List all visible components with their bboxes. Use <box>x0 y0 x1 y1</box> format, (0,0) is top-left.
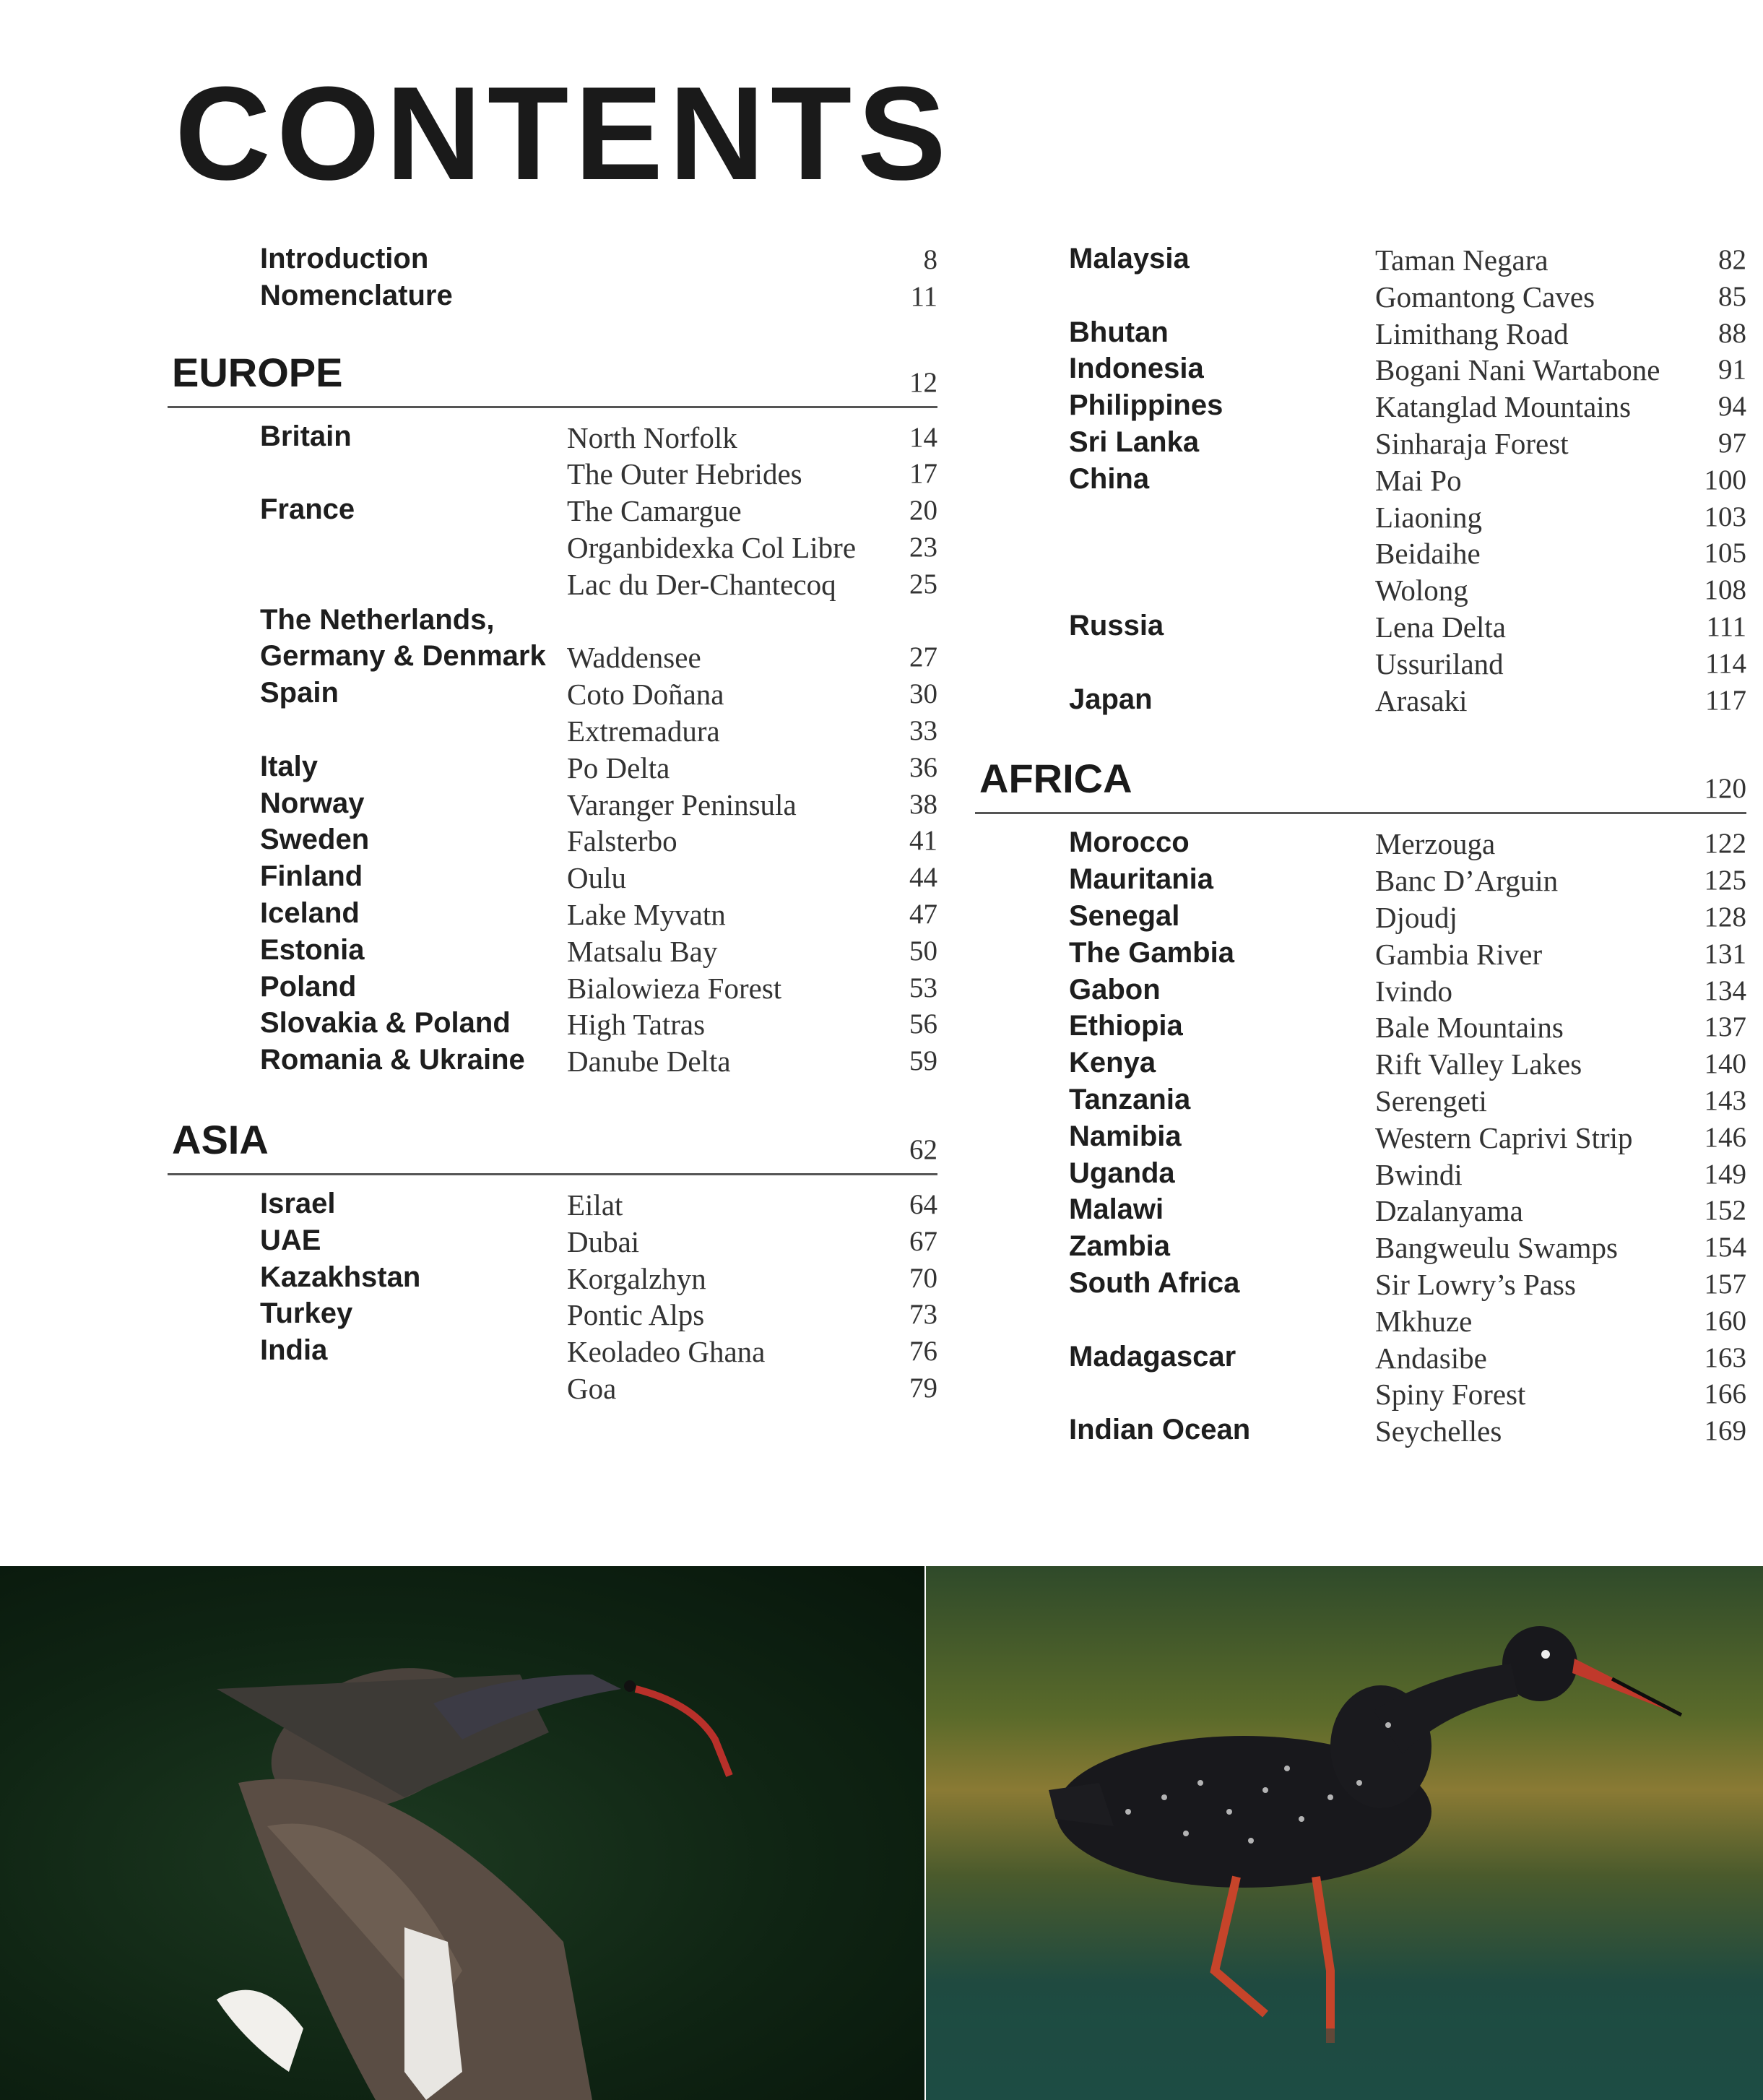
toc-entry-spiny-forest[interactable] <box>975 1377 1746 1414</box>
toc-entry-serengeti[interactable] <box>975 1084 1746 1120</box>
toc-entry-western-caprivi-strip[interactable] <box>975 1120 1746 1157</box>
site-name: Lena Delta <box>1375 610 1506 644</box>
page-number: 85 <box>1718 280 1746 312</box>
page-number: 149 <box>1704 1158 1746 1190</box>
page-number: 44 <box>909 862 937 894</box>
page-number: 169 <box>1704 1415 1746 1447</box>
country-name: Finland <box>260 860 363 893</box>
front-matter-row[interactable] <box>168 243 937 280</box>
toc-entry-north-norfolk[interactable] <box>168 420 937 457</box>
page-number: 47 <box>909 898 937 930</box>
toc-entry-lac-du-der-chantecoq[interactable] <box>168 567 937 604</box>
contents-column-left <box>168 243 962 1408</box>
toc-entry-danube-delta[interactable] <box>168 1044 937 1081</box>
site-name: North Norfolk <box>567 420 737 454</box>
section-name: ASIA <box>172 1116 269 1162</box>
country-name: Sweden <box>260 824 370 856</box>
country-name: Japan <box>1069 683 1153 715</box>
site-name: The Camargue <box>567 494 742 528</box>
site-name: Western Caprivi Strip <box>1375 1120 1633 1154</box>
country-name: Namibia <box>1069 1120 1182 1152</box>
page-number: 117 <box>1704 684 1746 716</box>
country-name: The Gambia <box>1069 936 1234 969</box>
toc-entry-dzalanyama[interactable] <box>975 1193 1746 1230</box>
entry-page: 8 <box>923 244 937 275</box>
toc-entry-gomantong-caves[interactable] <box>975 280 1746 316</box>
toc-entry-taman-negara[interactable] <box>975 243 1746 280</box>
page-number: 82 <box>1718 244 1746 275</box>
site-name: Lake Myvatn <box>567 897 726 931</box>
toc-entry-limithang-road[interactable] <box>975 316 1746 353</box>
page-number: 20 <box>909 495 937 527</box>
country-name: Philippines <box>1069 389 1223 422</box>
africa-list <box>975 826 1746 1451</box>
site-name: Sinharaja Forest <box>1375 426 1569 460</box>
site-name: Extremadura <box>567 714 720 748</box>
site-name: Dzalanyama <box>1375 1194 1523 1228</box>
page-title: CONTENTS <box>175 59 952 207</box>
country-name: Ethiopia <box>1069 1010 1183 1042</box>
country-name: Indonesia <box>1069 353 1204 385</box>
site-name: Andasibe <box>1375 1341 1487 1375</box>
toc-entry-bale-mountains[interactable] <box>975 1010 1746 1047</box>
site-name: Eilat <box>567 1188 623 1222</box>
site-name: Rift Valley Lakes <box>1375 1047 1582 1081</box>
page-number: 154 <box>1704 1232 1746 1263</box>
page-number: 111 <box>1706 610 1746 642</box>
country-name: Kazakhstan <box>260 1261 421 1293</box>
section-name: EUROPE <box>172 349 343 395</box>
page-number: 131 <box>1704 938 1746 969</box>
entry-page: 11 <box>910 280 937 312</box>
page-number: 53 <box>909 972 937 1003</box>
country-name: Sri Lanka <box>1069 425 1200 458</box>
page-number: 27 <box>909 641 937 673</box>
site-name: Taman Negara <box>1375 243 1548 277</box>
country-name: Israel <box>260 1187 336 1219</box>
toc-entry-beidaihe[interactable] <box>975 536 1746 573</box>
site-name: Po Delta <box>567 751 670 785</box>
page-number: 105 <box>1704 537 1746 569</box>
site-name: Bangweulu Swamps <box>1375 1231 1618 1265</box>
country-name: Madagascar <box>1069 1340 1236 1373</box>
page-number: 125 <box>1704 865 1746 896</box>
site-name: Gambia River <box>1375 937 1543 971</box>
page-number: 122 <box>1704 828 1746 860</box>
site-name: Pontic Alps <box>567 1298 705 1332</box>
page-number: 97 <box>1718 427 1746 459</box>
site-name: Mai Po <box>1375 463 1462 497</box>
page-number: 100 <box>1704 464 1746 496</box>
country-name: Morocco <box>1069 826 1190 859</box>
toc-entry-goa[interactable] <box>168 1371 937 1408</box>
country-name: Kenya <box>1069 1047 1156 1079</box>
site-name: Korgalzhyn <box>567 1261 706 1295</box>
toc-entry-ussuriland[interactable] <box>975 647 1746 683</box>
country-name: Turkey <box>260 1297 353 1330</box>
section-rule <box>168 406 937 408</box>
page-number: 59 <box>909 1045 937 1077</box>
site-name: Coto Doñana <box>567 678 724 712</box>
section-page: 62 <box>909 1133 937 1165</box>
country-name: Mauritania <box>1069 863 1214 896</box>
toc-entry-mai-po[interactable] <box>975 463 1746 500</box>
page-number: 14 <box>909 421 937 453</box>
section-heading-africa[interactable] <box>975 756 1746 826</box>
page-number: 30 <box>909 678 937 710</box>
toc-entry-banc-d-arguin[interactable] <box>975 863 1746 900</box>
section-rule <box>168 1173 937 1175</box>
site-name: Bogani Nani Wartabone <box>1375 353 1660 387</box>
country-name: Gabon <box>1069 973 1161 1006</box>
toc-entry-sir-lowry-s-pass[interactable] <box>975 1267 1746 1304</box>
toc-entry-ivindo[interactable] <box>975 974 1746 1011</box>
site-name: Banc D’Arguin <box>1375 864 1559 898</box>
country-name: Indian Ocean <box>1069 1414 1251 1446</box>
page-number: 76 <box>909 1336 937 1367</box>
site-name: Ivindo <box>1375 974 1453 1008</box>
site-name: Goa <box>567 1371 617 1405</box>
wading-redshank-photo <box>926 1566 1763 2100</box>
toc-entry-dubai[interactable] <box>168 1224 937 1261</box>
front-matter-row[interactable] <box>168 280 937 316</box>
toc-entry-the-camargue[interactable] <box>168 493 937 530</box>
country-name: China <box>1069 462 1150 495</box>
site-name: Bialowieza Forest <box>567 971 782 1005</box>
toc-entry-po-delta[interactable] <box>168 751 937 787</box>
contents-column-right <box>975 243 1746 1451</box>
section-heading-europe[interactable] <box>168 349 937 420</box>
page-number: 152 <box>1704 1195 1746 1227</box>
page-number: 36 <box>909 751 937 783</box>
site-name: Keoladeo Ghana <box>567 1335 766 1369</box>
toc-entry-lena-delta[interactable] <box>975 610 1746 647</box>
site-name: Merzouga <box>1375 827 1496 861</box>
page-number: 140 <box>1704 1048 1746 1080</box>
toc-entry-coto-do-ana[interactable] <box>168 677 937 714</box>
page-number: 137 <box>1704 1011 1746 1043</box>
country-name: France <box>260 493 355 526</box>
country-name: Malawi <box>1069 1193 1164 1226</box>
toc-entry-falsterbo[interactable] <box>168 824 937 860</box>
country-name: Russia <box>1069 609 1164 641</box>
photo-strip <box>0 1566 1763 2100</box>
asia-list <box>168 1188 962 1408</box>
country-name: South Africa <box>1069 1266 1240 1299</box>
site-name: Mkhuze <box>1375 1304 1473 1338</box>
country-name: Britain <box>260 420 352 452</box>
page-number: 94 <box>1718 391 1746 423</box>
country-name: Malaysia <box>1069 243 1190 275</box>
toc-entry-seychelles[interactable] <box>975 1414 1746 1451</box>
site-name: Katanglad Mountains <box>1375 390 1632 424</box>
country-name: The Netherlands, <box>260 603 495 636</box>
toc-entry-merzouga[interactable] <box>975 826 1746 863</box>
country-name: Uganda <box>1069 1157 1175 1189</box>
page-number: 163 <box>1704 1341 1746 1373</box>
toc-entry-organbidexka-col-libre[interactable] <box>168 530 937 567</box>
country-name: Italy <box>260 750 319 782</box>
page-number: 56 <box>909 1008 937 1040</box>
toc-entry-djoudj[interactable] <box>975 900 1746 937</box>
section-page: 12 <box>909 366 937 398</box>
site-name: Serengeti <box>1375 1084 1487 1118</box>
section-heading-asia[interactable] <box>168 1116 937 1188</box>
toc-entry-korgalzhyn[interactable] <box>168 1261 937 1298</box>
site-name: Ussuriland <box>1375 647 1504 680</box>
toc-entry-waddensee[interactable] <box>168 640 937 677</box>
page-number: 143 <box>1704 1084 1746 1116</box>
page-number: 25 <box>909 568 937 600</box>
site-name: High Tatras <box>567 1008 706 1042</box>
section-rule <box>975 812 1746 814</box>
europe-list <box>168 420 962 1081</box>
page-number: 166 <box>1704 1378 1746 1410</box>
page-number: 88 <box>1718 317 1746 349</box>
site-name: Oulu <box>567 861 626 895</box>
country-name: Slovakia & Poland <box>260 1007 511 1040</box>
toc-entry-extremadura[interactable] <box>168 714 937 751</box>
toc-entry-rift-valley-lakes[interactable] <box>975 1047 1746 1084</box>
toc-entry-bogani-nani-wartabone[interactable] <box>975 353 1746 389</box>
country-name: Poland <box>260 970 357 1003</box>
entry-label: Introduction <box>260 243 429 275</box>
section-page: 120 <box>1704 773 1746 805</box>
country-name: India <box>260 1334 328 1367</box>
site-name: Bwindi <box>1375 1157 1463 1191</box>
site-name: Djoudj <box>1375 900 1457 934</box>
toc-entry-andasibe[interactable] <box>975 1341 1746 1378</box>
flying-bird-illustration <box>0 1566 924 2100</box>
site-name: Arasaki <box>1375 683 1468 717</box>
toc-entry-varanger-peninsula[interactable] <box>168 787 937 824</box>
site-name: Seychelles <box>1375 1414 1502 1448</box>
page-number: 91 <box>1718 354 1746 386</box>
toc-entry-gambia-river[interactable] <box>975 937 1746 974</box>
site-name: The Outer Hebrides <box>567 457 802 491</box>
toc-entry-bialowieza-forest[interactable] <box>168 971 937 1008</box>
page-number: 17 <box>909 458 937 490</box>
site-name: Waddensee <box>567 641 701 675</box>
section-name: AFRICA <box>979 756 1132 802</box>
country-name: Bhutan <box>1069 316 1169 348</box>
page-number: 23 <box>909 531 937 563</box>
page-number: 146 <box>1704 1121 1746 1153</box>
country-name: Estonia <box>260 933 365 966</box>
toc-entry-liaoning[interactable] <box>975 500 1746 537</box>
toc-entry-wolong[interactable] <box>975 573 1746 610</box>
toc-entry-matsalu-bay[interactable] <box>168 934 937 971</box>
country-name: Romania & Ukraine <box>260 1044 525 1076</box>
country-name: Iceland <box>260 896 360 929</box>
toc-entry-lake-myvatn[interactable] <box>168 897 937 934</box>
page-number: 128 <box>1704 901 1746 933</box>
site-name: Sir Lowry’s Pass <box>1375 1267 1576 1301</box>
toc-entry-the-outer-hebrides[interactable] <box>168 457 937 493</box>
country-name: Spain <box>260 677 339 709</box>
page-number: 38 <box>909 788 937 820</box>
page-number: 67 <box>909 1225 937 1257</box>
page-number: 73 <box>909 1299 937 1331</box>
toc-entry[interactable] <box>168 604 937 641</box>
page-number: 108 <box>1704 574 1746 606</box>
site-name: Liaoning <box>1375 500 1483 534</box>
toc-entry-keoladeo-ghana[interactable] <box>168 1334 937 1371</box>
page-number: 114 <box>1704 647 1746 679</box>
country-name: Tanzania <box>1069 1083 1191 1115</box>
entry-label: Nomenclature <box>260 279 453 311</box>
site-name: Lac du Der-Chantecoq <box>567 567 836 601</box>
toc-entry-eilat[interactable] <box>168 1188 937 1224</box>
country-name: UAE <box>260 1224 321 1256</box>
toc-entry-katanglad-mountains[interactable] <box>975 389 1746 426</box>
country-name: Norway <box>260 787 365 819</box>
asia-continued-list <box>975 243 1746 720</box>
site-name: Dubai <box>567 1224 640 1258</box>
page-number: 103 <box>1704 501 1746 532</box>
toc-entry-sinharaja-forest[interactable] <box>975 426 1746 463</box>
toc-entry-mkhuze[interactable] <box>975 1304 1746 1341</box>
page-number: 79 <box>909 1372 937 1404</box>
site-name: Wolong <box>1375 574 1468 608</box>
toc-entry-pontic-alps[interactable] <box>168 1297 937 1334</box>
site-name: Limithang Road <box>1375 316 1569 350</box>
site-name: Falsterbo <box>567 824 677 858</box>
page-number: 41 <box>909 825 937 857</box>
site-name: Organbidexka Col Libre <box>567 530 857 564</box>
toc-entry-bangweulu-swamps[interactable] <box>975 1230 1746 1267</box>
page-number: 50 <box>909 935 937 967</box>
site-name: Spiny Forest <box>1375 1378 1526 1412</box>
wading-bird-illustration <box>926 1566 1763 2100</box>
page-number: 64 <box>909 1188 937 1220</box>
site-name: Varanger Peninsula <box>567 787 797 821</box>
page-number: 70 <box>909 1262 937 1294</box>
country-name: Zambia <box>1069 1230 1171 1263</box>
page-number: 157 <box>1704 1268 1746 1300</box>
toc-entry-oulu[interactable] <box>168 860 937 897</box>
page-number: 160 <box>1704 1305 1746 1336</box>
toc-entry-bwindi[interactable] <box>975 1157 1746 1194</box>
site-name: Beidaihe <box>1375 537 1481 571</box>
country-name: Germany & Denmark <box>260 640 546 673</box>
page-number: 134 <box>1704 975 1746 1006</box>
country-name: Senegal <box>1069 899 1180 932</box>
page-number: 33 <box>909 714 937 746</box>
site-name: Gomantong Caves <box>1375 280 1595 314</box>
site-name: Danube Delta <box>567 1045 731 1079</box>
site-name: Matsalu Bay <box>567 934 718 968</box>
wader-in-flight-photo <box>0 1566 924 2100</box>
toc-entry-high-tatras[interactable] <box>168 1007 937 1044</box>
site-name: Bale Mountains <box>1375 1011 1564 1045</box>
toc-entry-arasaki[interactable] <box>975 683 1746 720</box>
